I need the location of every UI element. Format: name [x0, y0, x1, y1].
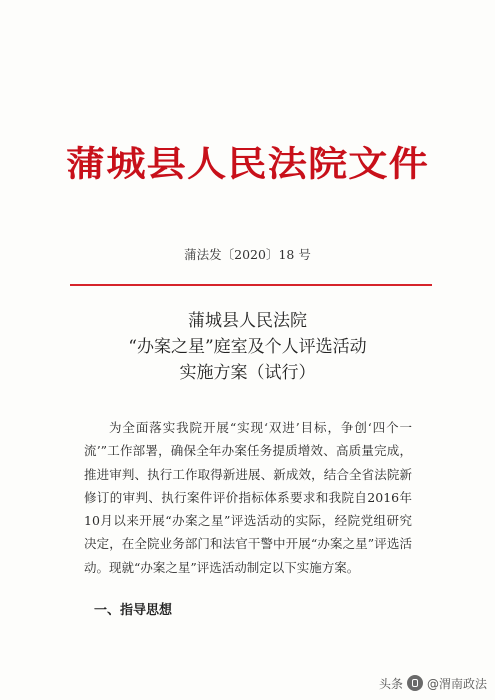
- document-body: [84, 416, 412, 579]
- document-title-line-2: “办案之星”庭室及个人评选活动: [128, 337, 367, 357]
- document-title: [0, 308, 495, 386]
- body-paragraph: 为全面落实我院开展“实现‘双进’目标，争创‘四个一流’”工作部署，确保全年办案任务提质增效、高质量完成，推进审判、执行工作取得新进展、新成效，结合全省法院新修订的审判、执行案件评价指标体系要求和我院自2016年10月以来开展“办案之星”评选活动的实际，经院党组研究决定，在全院业务部门和法官干警中开展“办案之星”评选活动。现就“办案之星”评选活动制定以下实施方案。: [84, 420, 412, 575]
- watermark: [379, 672, 487, 694]
- document-title-line-3: 实施方案（试行）: [179, 363, 316, 383]
- watermark-handle: @渭南政法: [426, 676, 487, 691]
- document-title-line-1: 蒲城县人民法院: [188, 311, 307, 331]
- red-divider-line: [70, 284, 432, 286]
- document-number: 蒲法发〔2020〕18 号: [184, 247, 311, 262]
- document-header-title: 蒲城县人民法院文件: [66, 144, 429, 185]
- toutiao-logo-icon: [407, 675, 423, 691]
- watermark-prefix: 头条: [378, 676, 403, 691]
- section-heading: 一、指导思想: [94, 603, 173, 618]
